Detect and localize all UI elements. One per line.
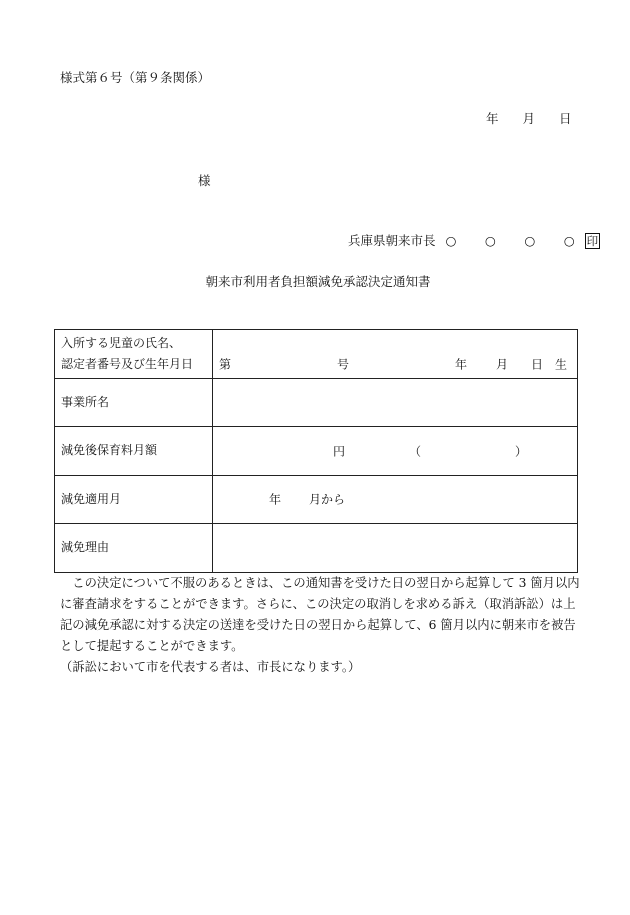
issuer: [348, 231, 600, 249]
value-reason: [213, 524, 578, 573]
table-row-monthly-fee: [55, 427, 578, 476]
label-applicable-month: 減免適用月: [55, 475, 213, 524]
birth-year: 年: [455, 357, 468, 372]
value-child-info: [213, 330, 578, 379]
paren-close: ）: [515, 444, 528, 459]
appeal-paragraph: この決定について不服のあるときは、この通知書を受けた日の翌日から起算して 3 箇月以内に審査請求をすることができます。さらに、この決定の取消しを求める訴え（取消訴訟）は上記の減免承認に対する決定の送達を受けた日の翌日から起算して、6 箇月以内に朝来市を被告として提起することができます。: [60, 576, 580, 653]
yen-unit: 円: [333, 444, 346, 459]
document-title: 朝来市利用者負担額減免承認決定通知書: [205, 274, 431, 289]
birth-month: 月: [496, 357, 509, 372]
paren-open: （: [409, 444, 422, 459]
label-reason: 減免理由: [55, 524, 213, 573]
table-row-reason: [55, 524, 578, 573]
table-row-child-info: [55, 330, 578, 379]
birth-day: 日 生: [531, 357, 568, 372]
date-day: 日: [559, 111, 572, 126]
table-row-facility: [55, 378, 578, 427]
date-line: [486, 109, 572, 127]
table-row-applicable-month: [55, 475, 578, 524]
date-month: 月: [522, 111, 536, 126]
label-facility: 事業所名: [55, 378, 213, 427]
applicable-month-from: 月から: [309, 492, 346, 507]
value-facility: [213, 378, 578, 427]
label-monthly-fee: 減免後保育料月額: [55, 427, 213, 476]
value-applicable-month: [213, 475, 578, 524]
form-table: [54, 329, 578, 573]
appeal-notes: [60, 573, 585, 678]
value-monthly-fee: [213, 427, 578, 476]
issuer-title: 兵庫県朝来市長: [348, 233, 436, 248]
cert-number-prefix: 第: [219, 357, 232, 372]
label-child-info: 入所する児童の氏名、 認定者番号及び生年月日: [55, 330, 213, 379]
addressee-suffix: 様: [198, 173, 211, 188]
cert-number-suffix: 号: [337, 357, 350, 372]
form-number: 様式第６号（第９条関係）: [60, 70, 211, 85]
applicable-year: 年: [269, 492, 282, 507]
appeal-footnote: （訴訟において市を代表する者は、市長になります。）: [60, 660, 361, 674]
date-year: 年: [486, 111, 499, 126]
issuer-name-placeholder: ○ ○ ○ ○: [445, 233, 583, 248]
seal-mark: 印: [586, 234, 599, 248]
